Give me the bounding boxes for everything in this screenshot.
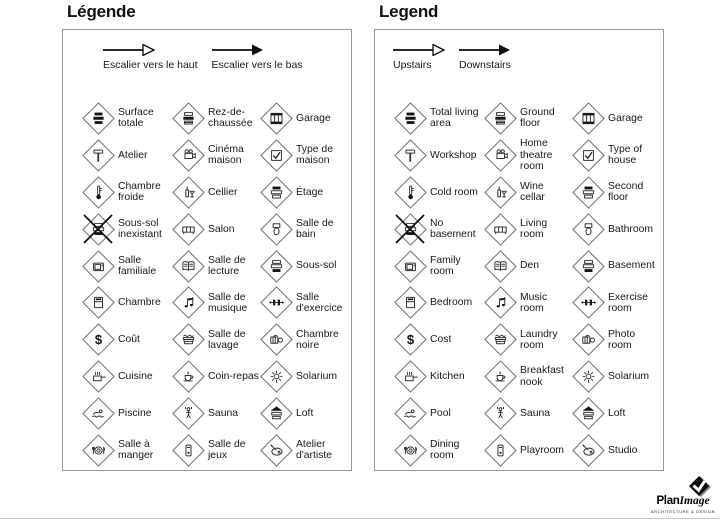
plate-icon	[81, 433, 115, 467]
stairs-up-arrow	[103, 44, 198, 92]
legend-item-label: Salle d'exercice	[296, 291, 343, 314]
cup-icon	[483, 360, 517, 394]
legend-item-label: Breakfast nook	[520, 365, 564, 388]
planimage-logo-tagline: ARCHITECTURE & DESIGN	[650, 508, 716, 514]
legend-item-label: Workshop	[430, 149, 477, 161]
camera-icon	[571, 323, 605, 357]
legend-item-label: Cellier	[208, 186, 238, 198]
legend-item	[393, 432, 483, 469]
hammer-icon	[393, 138, 427, 172]
legend-item	[393, 358, 483, 395]
pot-icon	[81, 360, 115, 394]
arrow-label: Escalier vers le haut	[103, 59, 198, 71]
legend-item	[571, 174, 657, 211]
legend-item	[259, 321, 345, 358]
swimmer-icon	[81, 397, 115, 431]
legend-item-label: Total living area	[430, 107, 479, 130]
legend-item-label: Salle de jeux	[208, 439, 246, 462]
legend-item-label: Atelier d'artiste	[296, 439, 333, 462]
open-book-icon	[171, 249, 205, 283]
layers-middle-icon	[171, 101, 205, 135]
swimmer-icon	[393, 397, 427, 431]
footer-divider	[0, 518, 720, 519]
panel-box-en	[374, 29, 664, 471]
legend-item-label: Sauna	[208, 407, 239, 419]
legend-item	[571, 358, 657, 395]
diamond-frame	[82, 139, 115, 172]
legend-item-label: Surface totale	[118, 107, 154, 130]
legend-item-label: Rez-de-chaussée	[208, 107, 253, 130]
legend-item	[259, 100, 345, 137]
house-check-icon	[571, 138, 605, 172]
diamond-frame	[172, 250, 205, 283]
diamond-frame	[394, 360, 427, 393]
legend-item	[81, 284, 171, 321]
legend-item-label: Salle familiale	[118, 254, 157, 277]
legend-item	[81, 137, 171, 174]
legend-item	[393, 248, 483, 285]
bed-icon	[81, 286, 115, 320]
legend-item-label: Salle à manger	[118, 439, 154, 462]
legend-item-label: Type of house	[608, 144, 643, 167]
diamond-frame	[260, 213, 293, 246]
open-book-icon	[483, 249, 517, 283]
legend-item-label: Chambre	[118, 297, 161, 309]
diamond-frame	[484, 324, 517, 357]
dumbbell-icon	[259, 286, 293, 320]
legend-item-label: Den	[520, 260, 540, 272]
sofa-icon	[483, 212, 517, 246]
diamond-frame	[572, 287, 605, 320]
sauna-icon	[171, 397, 205, 431]
projector-icon	[483, 138, 517, 172]
legend-item	[571, 284, 657, 321]
legend-item-label: Home theatre room	[520, 138, 553, 172]
legend-item-label: Living room	[520, 217, 548, 241]
toilet-icon	[259, 212, 293, 246]
arrow-label: Upstairs	[393, 59, 432, 71]
diamond-frame	[82, 102, 115, 135]
legend-item-label: Dining room	[430, 439, 460, 462]
legend-item	[571, 211, 657, 248]
diamond-frame	[484, 176, 517, 209]
legend-item-label: Bathroom	[608, 223, 654, 235]
legend-item-label: Coût	[118, 334, 140, 346]
legend-item-label: No basement	[430, 217, 476, 241]
diamond-frame	[394, 102, 427, 135]
diamond-frame	[572, 324, 605, 357]
diamond-frame	[82, 324, 115, 357]
planimage-logo-text	[648, 496, 718, 508]
diamond-frame	[484, 139, 517, 172]
arrow-label: Downstairs	[459, 59, 511, 71]
legend-item-label: Family room	[430, 254, 461, 277]
logo-word-plan: Plan	[656, 495, 680, 507]
sofa-icon	[171, 212, 205, 246]
layers-all-icon	[393, 101, 427, 135]
diamond-frame	[172, 287, 205, 320]
thermometer-icon	[393, 175, 427, 209]
diamond-frame	[82, 176, 115, 209]
legend-panel-fr	[62, 2, 354, 471]
legend-item-label: Cost	[430, 334, 452, 346]
legend-item-label: Bedroom	[430, 297, 473, 309]
legend-item	[81, 358, 171, 395]
legend-item	[571, 321, 657, 358]
legend-item	[171, 100, 259, 137]
legend-item	[393, 137, 483, 174]
diamond-frame	[82, 397, 115, 430]
legend-item-label: Cinéma maison	[208, 144, 244, 167]
diamond-frame	[172, 139, 205, 172]
hammer-icon	[81, 138, 115, 172]
stairs-down-arrow	[459, 44, 511, 92]
legend-item-label: Sauna	[520, 407, 551, 419]
diamond-frame	[394, 397, 427, 430]
laundry-icon	[483, 323, 517, 357]
legend-item	[393, 174, 483, 211]
diamond-frame	[260, 324, 293, 357]
diamond-frame	[484, 213, 517, 246]
diamond-frame	[484, 102, 517, 135]
stairs-up-arrow	[393, 44, 445, 92]
legend-item	[259, 395, 345, 432]
dollar-icon	[393, 323, 427, 357]
legend-item-label: Cuisine	[118, 371, 153, 383]
diamond-frame	[260, 397, 293, 430]
legend-item-label: Type de maison	[296, 144, 333, 167]
legend-grid	[81, 100, 351, 469]
legend-item	[393, 211, 483, 248]
legend-item	[171, 174, 259, 211]
diamond-frame	[572, 434, 605, 467]
dumbbell-icon	[571, 286, 605, 320]
palette-icon	[259, 433, 293, 467]
diamond-frame	[172, 324, 205, 357]
open-arrow-icon	[393, 44, 445, 59]
legend-item	[171, 358, 259, 395]
diamond-frame	[484, 434, 517, 467]
legend-item	[259, 174, 345, 211]
stair-arrows	[393, 44, 663, 92]
stair-arrows	[103, 44, 351, 92]
legend-item-label: Photo room	[608, 328, 636, 351]
diamond-frame	[484, 397, 517, 430]
diamond-frame	[172, 213, 205, 246]
bed-icon	[393, 286, 427, 320]
legend-item-label: Salon	[208, 223, 235, 235]
diamond-frame	[394, 434, 427, 467]
diamond-frame	[172, 397, 205, 430]
wine-icon	[483, 175, 517, 209]
diamond-frame	[572, 139, 605, 172]
no-basement-icon	[393, 212, 427, 246]
diamond-frame	[260, 360, 293, 393]
dollar-icon	[81, 323, 115, 357]
diamond-frame	[82, 213, 115, 246]
garage-icon	[571, 101, 605, 135]
diamond-frame	[82, 287, 115, 320]
diamond-frame	[172, 360, 205, 393]
legend-item-label: Salle de lavage	[208, 328, 246, 351]
layers-middle-icon	[483, 101, 517, 135]
panel-box-fr	[62, 29, 352, 471]
legend-item-label: Étage	[296, 186, 324, 198]
panel-title-en: Legend	[379, 2, 439, 21]
legend-item-label: Salle de bain	[296, 217, 334, 241]
legend-item	[571, 248, 657, 285]
legend-item	[483, 321, 571, 358]
arrow-label: Escalier vers le bas	[211, 59, 303, 71]
legend-item-label: Studio	[608, 444, 638, 456]
diamond-frame	[394, 250, 427, 283]
legend-item-label: Salle de musique	[208, 291, 248, 314]
legend-item	[81, 174, 171, 211]
legend-grid	[393, 100, 663, 469]
legend-item	[259, 432, 345, 469]
diamond-frame	[572, 360, 605, 393]
legend-item	[259, 248, 345, 285]
legend-item-label: Ground floor	[520, 107, 555, 130]
legend-item	[171, 248, 259, 285]
layers-bottom-icon	[259, 249, 293, 283]
logo-word-image: Image	[679, 495, 710, 507]
legend-item	[259, 211, 345, 248]
diamond-frame	[260, 176, 293, 209]
legend-item	[571, 432, 657, 469]
svg-text:$: $	[94, 332, 102, 348]
legend-item-label: Piscine	[118, 407, 152, 419]
stairs-down-arrow	[212, 44, 303, 92]
legend-item	[259, 137, 345, 174]
legend-item	[483, 284, 571, 321]
loft-icon	[571, 397, 605, 431]
diamond-frame	[172, 434, 205, 467]
diamond-frame	[572, 213, 605, 246]
legend-item	[393, 100, 483, 137]
diamond-frame	[572, 176, 605, 209]
legend-item-label: Playroom	[520, 444, 564, 456]
legend-item-label: Coin-repas	[208, 371, 259, 383]
legend-item	[81, 100, 171, 137]
diamond-frame	[172, 102, 205, 135]
legend-item-label: Garage	[296, 112, 331, 124]
layers-all-icon	[81, 101, 115, 135]
legend-item-label: Atelier	[118, 149, 148, 161]
diamond-frame	[394, 213, 427, 246]
filled-arrow-icon	[459, 44, 511, 59]
layers-top-icon	[571, 175, 605, 209]
game-icon	[171, 433, 205, 467]
diamond-frame	[394, 287, 427, 320]
legend-item-label: Cold room	[430, 186, 478, 198]
open-arrow-icon	[103, 44, 198, 59]
game-icon	[483, 433, 517, 467]
tv-icon	[393, 249, 427, 283]
legend-item-label: Loft	[608, 407, 626, 419]
legend-item	[81, 211, 171, 248]
pot-icon	[393, 360, 427, 394]
legend-item	[483, 211, 571, 248]
diamond-frame	[82, 434, 115, 467]
camera-icon	[259, 323, 293, 357]
legend-item	[171, 211, 259, 248]
diamond-frame	[394, 324, 427, 357]
diamond-frame	[260, 139, 293, 172]
diamond-frame	[260, 250, 293, 283]
diamond-frame	[82, 360, 115, 393]
legend-item	[81, 248, 171, 285]
legend-item-label: Kitchen	[430, 371, 465, 383]
legend-item-label: Chambre noire	[296, 328, 339, 351]
legend-item	[393, 321, 483, 358]
house-check-icon	[259, 138, 293, 172]
legend-item-label: Solarium	[608, 371, 649, 383]
diamond-frame	[172, 176, 205, 209]
plate-icon	[393, 433, 427, 467]
legend-item-label: Loft	[296, 407, 314, 419]
legend-item	[393, 284, 483, 321]
filled-arrow-icon	[212, 44, 303, 59]
garage-icon	[259, 101, 293, 135]
legend-item	[483, 358, 571, 395]
diamond-frame	[484, 360, 517, 393]
diamond-frame	[260, 102, 293, 135]
layers-bottom-icon	[571, 249, 605, 283]
planimage-logo	[648, 476, 718, 514]
legend-item	[171, 321, 259, 358]
legend-item-label: Second floor	[608, 180, 644, 204]
legend-item-label: Exercise room	[608, 291, 648, 314]
legend-item-label: Basement	[608, 260, 655, 272]
diamond-frame	[484, 250, 517, 283]
diamond-frame	[484, 287, 517, 320]
legend-item	[171, 432, 259, 469]
legend-item	[259, 358, 345, 395]
diamond-frame	[394, 176, 427, 209]
legend-item	[81, 321, 171, 358]
legend-item	[483, 100, 571, 137]
diamond-frame	[572, 102, 605, 135]
legend-item	[259, 284, 345, 321]
no-basement-icon	[81, 212, 115, 246]
legend-item	[171, 395, 259, 432]
sauna-icon	[483, 397, 517, 431]
diamond-frame	[260, 287, 293, 320]
panel-title-fr: Légende	[67, 2, 136, 21]
music-notes-icon	[171, 286, 205, 320]
tv-icon	[81, 249, 115, 283]
legend-item	[393, 395, 483, 432]
legend-item-label: Chambre froide	[118, 180, 161, 204]
diamond-frame	[572, 250, 605, 283]
legend-item	[171, 284, 259, 321]
legend-item-label: Salle de lecture	[208, 254, 246, 277]
legend-item-label: Sous-sol inexistant	[118, 217, 162, 241]
legend-item	[171, 137, 259, 174]
diamond-frame	[572, 397, 605, 430]
palette-icon	[571, 433, 605, 467]
svg-text:$: $	[406, 332, 414, 348]
legend-item	[483, 395, 571, 432]
legend-item	[571, 100, 657, 137]
toilet-icon	[571, 212, 605, 246]
legend-item	[483, 137, 571, 174]
legend-item	[483, 248, 571, 285]
diamond-frame	[260, 434, 293, 467]
diamond-frame	[394, 139, 427, 172]
sun-icon	[571, 360, 605, 394]
legend-item-label: Wine cellar	[520, 180, 545, 204]
legend-item	[571, 395, 657, 432]
cup-icon	[171, 360, 205, 394]
legend-item-label: Laundry room	[520, 328, 558, 351]
thermometer-icon	[81, 175, 115, 209]
diamond-frame	[82, 250, 115, 283]
projector-icon	[171, 138, 205, 172]
legend-item	[483, 432, 571, 469]
loft-icon	[259, 397, 293, 431]
legend-panel-en	[374, 2, 666, 471]
legend-item	[571, 137, 657, 174]
sun-icon	[259, 360, 293, 394]
laundry-icon	[171, 323, 205, 357]
legend-item	[81, 395, 171, 432]
legend-item-label: Music room	[520, 291, 548, 314]
legend-item	[483, 174, 571, 211]
legend-item-label: Pool	[430, 407, 451, 419]
legend-item-label: Garage	[608, 112, 643, 124]
music-notes-icon	[483, 286, 517, 320]
legend-item-label: Solarium	[296, 371, 337, 383]
legend-item	[81, 432, 171, 469]
legend-item-label: Sous-sol	[296, 260, 337, 272]
layers-top-icon	[259, 175, 293, 209]
wine-icon	[171, 175, 205, 209]
